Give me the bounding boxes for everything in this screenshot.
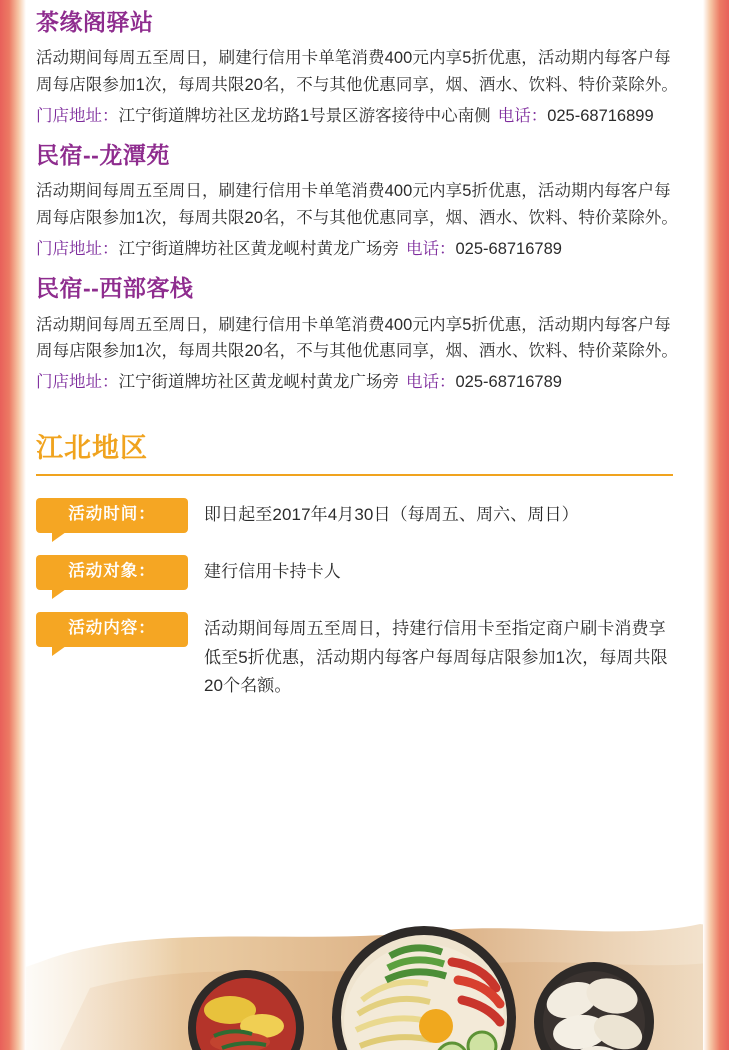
- address-label: 门店地址：: [36, 372, 119, 391]
- phone-value: 025-68716789: [455, 372, 562, 391]
- phone-value: 025-68716789: [455, 239, 562, 258]
- merchant-name: 茶缘阁驿站: [36, 9, 154, 35]
- section-divider: [36, 474, 673, 476]
- activity-time-tag: 活动时间：: [36, 498, 188, 533]
- merchant-contact: [36, 369, 693, 395]
- merchant-contact: [36, 236, 693, 262]
- region-section: [36, 433, 693, 700]
- merchant-description: 活动期间每周五至周日，刷建行信用卡单笔消费400元内享5折优惠，活动期内每客户每周每店限参加1次，每周共限20名，不与其他优惠同享，烟、酒水、饮料、特价菜除外。: [36, 315, 679, 361]
- activity-content-tag: 活动内容：: [36, 612, 188, 647]
- address-value: 江宁街道牌坊社区黄龙岘村黄龙广场旁: [118, 239, 399, 258]
- phone-label: 电话：: [406, 372, 456, 391]
- merchant-contact: [36, 103, 693, 129]
- phone-label: 电话：: [497, 106, 548, 125]
- address-value: 江宁街道牌坊社区黄龙岘村黄龙广场旁: [118, 372, 399, 391]
- activity-time-text: 即日起至2017年4月30日（每周五、周六、周日）: [204, 505, 579, 525]
- address-label: 门店地址：: [36, 106, 119, 125]
- phone-value: 025-68716899: [547, 106, 654, 125]
- info-row-activity-audience: [36, 555, 693, 590]
- address-value: 江宁街道牌坊社区龙坊路1号景区游客接待中心南侧: [118, 106, 491, 125]
- info-row-activity-time: [36, 498, 693, 533]
- activity-audience-tag: 活动对象：: [36, 555, 188, 590]
- merchant-description: 活动期间每周五至周日，刷建行信用卡单笔消费400元内享5折优惠，活动期内每客户每周每店限参加1次，每周共限20名，不与其他优惠同享，烟、酒水、饮料、特价菜除外。: [36, 182, 679, 228]
- merchant-name: 民宿--龙潭苑: [36, 142, 170, 169]
- section-title: 江北地区: [36, 433, 148, 464]
- merchant-block: [36, 262, 693, 395]
- merchant-description: 活动期间每周五至周日，刷建行信用卡单笔消费400元内享5折优惠，活动期内每客户每周每店限参加1次，每周共限20名，不与其他优惠同享，烟、酒水、饮料、特价菜除外。: [36, 49, 679, 95]
- address-label: 门店地址：: [36, 239, 119, 258]
- activity-content-text: 活动期间每周五至周日，持建行信用卡至指定商户刷卡消费享低至5折优惠，活动期内每客户每周每店限参加1次，每周共限20个名额。: [204, 619, 668, 696]
- info-row-activity-content: [36, 612, 693, 701]
- merchant-block: [36, 0, 693, 129]
- activity-audience-text: 建行信用卡持卡人: [204, 562, 341, 582]
- phone-label: 电话：: [406, 239, 456, 258]
- merchant-block: [36, 129, 693, 262]
- merchant-name: 民宿--西部客栈: [36, 275, 194, 302]
